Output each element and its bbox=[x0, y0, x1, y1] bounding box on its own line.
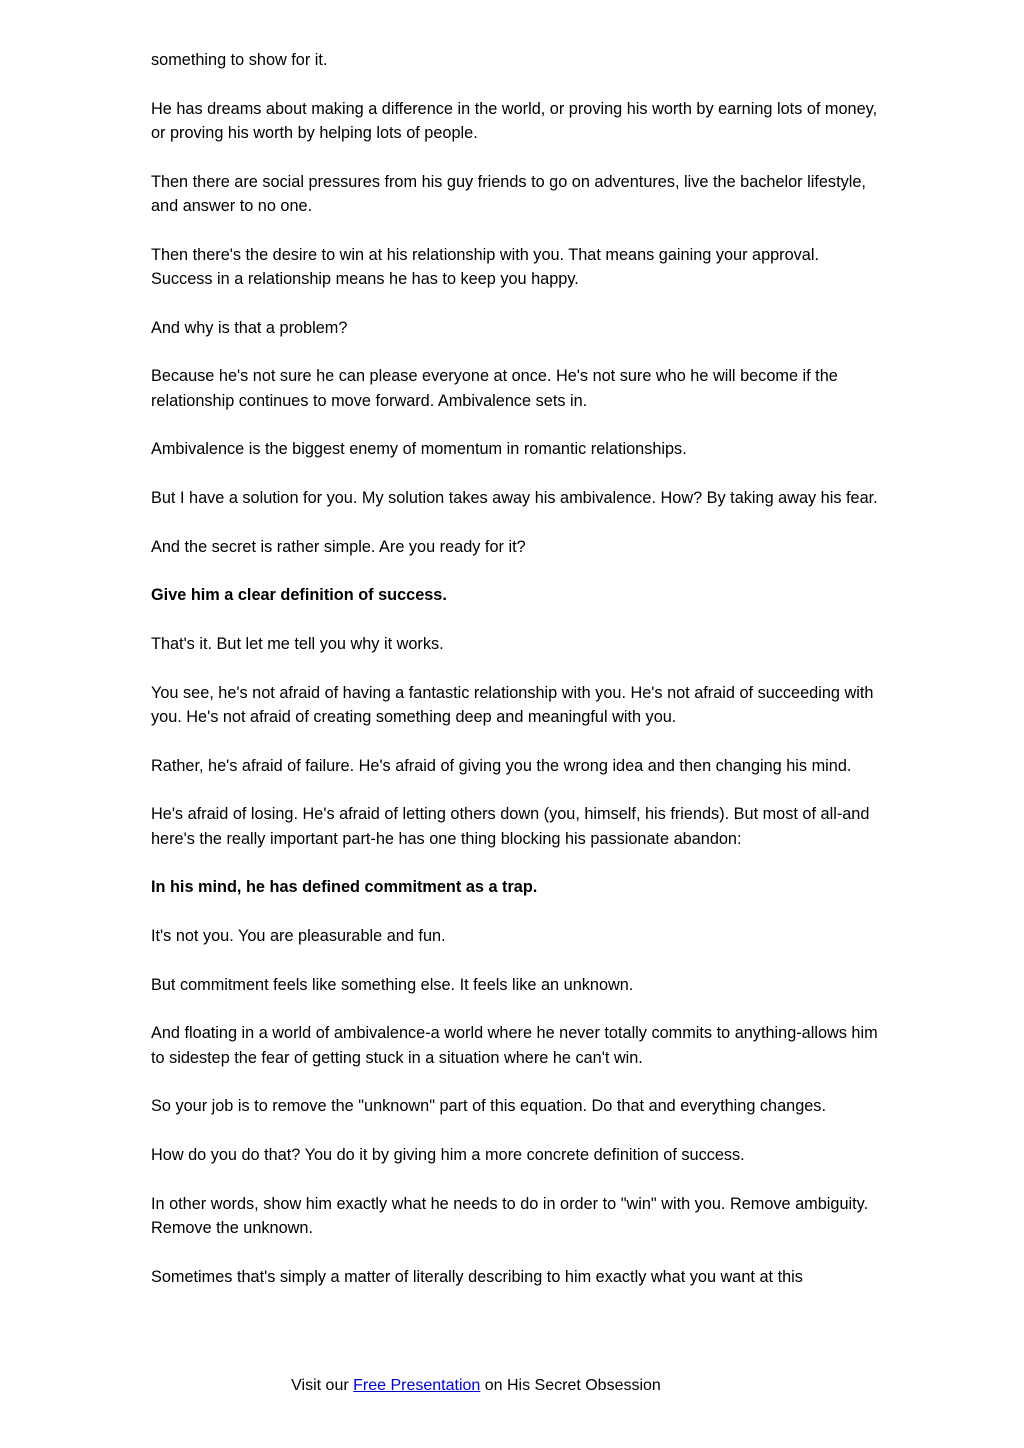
document-body bbox=[151, 48, 881, 1314]
footer-suffix: on His Secret Obsession bbox=[480, 1377, 661, 1394]
paragraph: You see, he's not afraid of having a fantastic relationship with you. He's not afraid of succeeding with you. He's not afraid of creating something deep and meaningful with you. bbox=[151, 683, 874, 727]
paragraph: And the secret is rather simple. Are you ready for it? bbox=[151, 537, 526, 556]
paragraph: But I have a solution for you. My solution takes away his ambivalence. How? By taking away his fear. bbox=[151, 489, 878, 507]
paragraph: It's not you. You are pleasurable and fun. bbox=[151, 927, 446, 946]
paragraph: But commitment feels like something else. It feels like an unknown. bbox=[151, 975, 634, 994]
paragraph: Then there's the desire to win at his relationship with you. That means gaining your approval. Success in a relationship means he has to keep you happy. bbox=[151, 245, 820, 288]
paragraph: That's it. But let me tell you why it works. bbox=[151, 635, 444, 654]
bold-statement: Give him a clear definition of success. bbox=[151, 586, 447, 605]
paragraph: Rather, he's afraid of failure. He's afraid of giving you the wrong idea and then changing his mind. bbox=[151, 756, 852, 775]
paragraph: In other words, show him exactly what he needs to do in order to "win" with you. Remove ambiguity. Remove the unknown. bbox=[151, 1194, 869, 1238]
paragraph: Then there are social pressures from his guy friends to go on adventures, live the bachelor lifestyle, and answer to no one. bbox=[151, 172, 866, 215]
footer-prefix: Visit our bbox=[291, 1377, 354, 1394]
paragraph: And floating in a world of ambivalence-a world where he never totally commits to anything-allows him to sidestep the fear of getting stuck in a situation where he can't win. bbox=[151, 1024, 878, 1067]
paragraph: Sometimes that's simply a matter of literally describing to him exactly what you want at this bbox=[151, 1267, 803, 1286]
paragraph: something to show for it. bbox=[151, 51, 328, 69]
paragraph: So your job is to remove the "unknown" part of this equation. Do that and everything changes. bbox=[151, 1097, 826, 1116]
free-presentation-link[interactable]: Free Presentation bbox=[353, 1377, 481, 1394]
bold-statement: In his mind, he has defined commitment as a trap. bbox=[151, 878, 538, 897]
paragraph: Because he's not sure he can please everyone at once. He's not sure who he will become if the relationship continues to move forward. Ambivalence sets in. bbox=[151, 367, 838, 410]
paragraph: He's afraid of losing. He's afraid of letting others down (you, himself, his friends). But most of all-and here's the really important part-he has one thing blocking his passionate abandon: bbox=[151, 805, 870, 848]
page-footer bbox=[0, 1374, 952, 1398]
paragraph: How do you do that? You do it by giving him a more concrete definition of success. bbox=[151, 1146, 745, 1165]
paragraph: He has dreams about making a difference in the world, or proving his worth by earning lots of money, or proving his worth by helping lots of people. bbox=[151, 99, 878, 142]
paragraph: Ambivalence is the biggest enemy of momentum in romantic relationships. bbox=[151, 440, 687, 459]
paragraph: And why is that a problem? bbox=[151, 318, 348, 337]
